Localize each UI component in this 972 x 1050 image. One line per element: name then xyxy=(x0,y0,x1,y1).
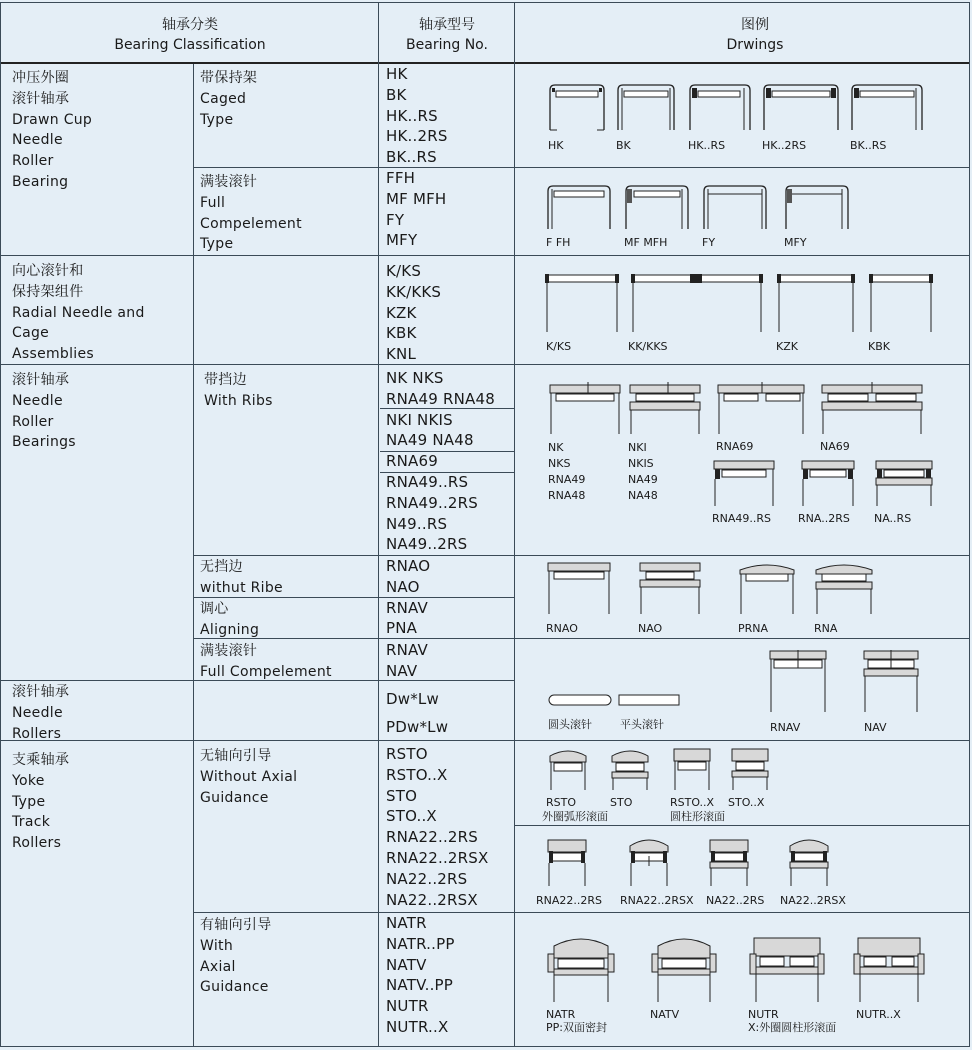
column-divider xyxy=(514,2,515,1046)
row-divider xyxy=(0,740,970,741)
drawing-label: NATV xyxy=(650,1008,680,1021)
bearing-drawing xyxy=(628,830,670,888)
class-line: Drawn Cup xyxy=(12,111,93,128)
class-line: Yoke xyxy=(12,772,45,789)
drawing-note: 外圈弧形滚面 xyxy=(542,810,608,823)
sub-line: Guidance xyxy=(200,789,269,806)
class-line: 冲压外圈 xyxy=(12,70,70,86)
bearing-drawing xyxy=(546,560,612,616)
bearing-number: KNL xyxy=(386,345,417,364)
bearing-number: RNA49..RS xyxy=(386,472,469,491)
drawing-label: STO..X xyxy=(728,796,765,809)
drawing-label: KBK xyxy=(868,340,890,353)
drawing-label: NKIS xyxy=(628,457,654,470)
bearing-drawing xyxy=(784,183,850,231)
drawing-label: NATR xyxy=(546,1008,576,1021)
bearing-number: Dw*Lw xyxy=(386,690,439,708)
bearing-number: BK xyxy=(386,85,407,104)
sub-line: Axial xyxy=(200,958,236,975)
bearing-drawing xyxy=(788,830,830,888)
class-radial-needle xyxy=(12,261,145,365)
bearing-number: PDw*Lw xyxy=(386,718,449,736)
bearing-drawing xyxy=(610,746,650,792)
drawing-label: HK..2RS xyxy=(762,139,807,152)
sub-line: Full Compelement xyxy=(200,663,332,680)
bearing-drawing xyxy=(874,458,934,508)
bearing-drawing xyxy=(546,830,588,888)
bearing-number: NA49..2RS xyxy=(386,535,468,554)
sub-line: 满装滚针 xyxy=(200,643,258,659)
bearing-drawing xyxy=(672,746,712,792)
drawing-label: RNA48 xyxy=(548,489,586,502)
bearing-number: NA49 NA48 xyxy=(386,431,474,450)
class-yoke-track-rollers xyxy=(12,750,69,854)
row-divider xyxy=(0,364,970,365)
bearing-drawing xyxy=(548,82,606,132)
drawing-label: NKI xyxy=(628,441,647,454)
drawing-label: NA22..2RS xyxy=(706,894,765,907)
bearing-drawing xyxy=(762,82,840,132)
bearing-drawing xyxy=(616,82,676,132)
class-needle-roller-bearings xyxy=(12,370,76,453)
bearing-drawing xyxy=(852,930,926,1004)
bearing-drawing xyxy=(850,82,924,132)
drawing-label: RNA49 xyxy=(548,473,586,486)
class-line: Assemblies xyxy=(12,346,94,363)
sub-line: 满装滚针 xyxy=(200,174,258,190)
bearing-drawing xyxy=(546,183,612,231)
bearing-number: N49..RS xyxy=(386,514,448,533)
drawing-label: RNA22..2RSX xyxy=(620,894,694,907)
class-line: Rollers xyxy=(12,725,62,742)
bearing-number: NATR..PP xyxy=(386,934,455,953)
drawing-label: RNA69 xyxy=(716,440,754,453)
header-drawings xyxy=(680,15,830,55)
drawing-label-group xyxy=(628,440,658,504)
bearing-drawing xyxy=(630,272,764,334)
drawing-label: RNA49..RS xyxy=(712,512,772,525)
table-border xyxy=(0,2,1,1046)
bearing-number: MF MFH xyxy=(386,189,447,208)
bearing-drawing xyxy=(708,830,750,888)
bearing-drawing xyxy=(548,746,588,792)
bearing-number: RNAO xyxy=(386,557,431,575)
drawing-label: NUTR xyxy=(748,1008,779,1021)
class-line: Roller xyxy=(12,153,54,170)
row-divider xyxy=(193,912,970,913)
row-divider xyxy=(193,167,970,168)
bearing-drawing xyxy=(730,746,770,792)
sub-line: 无轴向引导 xyxy=(200,748,272,764)
bearing-numbers xyxy=(386,64,448,168)
header-divider xyxy=(0,62,970,64)
bearing-number: KK/KKS xyxy=(386,282,442,301)
drawing-label: RNAV xyxy=(770,721,801,734)
class-line: Bearings xyxy=(12,434,76,451)
bearing-number: NAV xyxy=(386,661,418,680)
sub-line: Compelement xyxy=(200,215,302,232)
header-bearing-no xyxy=(380,15,514,55)
bearing-drawing xyxy=(628,382,702,436)
header-drawings-cn: 图例 xyxy=(741,17,769,33)
drawing-label: NA49 xyxy=(628,473,658,486)
bearing-number: HK..RS xyxy=(386,106,438,125)
sub-line: With Ribs xyxy=(204,392,273,409)
row-divider xyxy=(193,638,970,639)
sub-line: Type xyxy=(200,111,234,128)
drawing-label: PRNA xyxy=(738,622,769,635)
header-classification xyxy=(100,15,280,55)
bearing-number: KZK xyxy=(386,303,417,322)
drawing-label: BK xyxy=(616,139,631,152)
header-number-cn: 轴承型号 xyxy=(419,17,475,33)
class-line: Bearing xyxy=(12,173,69,190)
bearing-number: MFY xyxy=(386,231,418,250)
drawing-label: MF MFH xyxy=(624,236,668,249)
bearing-number: PNA xyxy=(386,619,418,638)
sub-line: Guidance xyxy=(200,979,269,996)
bearing-drawing xyxy=(702,183,768,231)
drawing-label: NA69 xyxy=(820,440,850,453)
drawing-label: HK xyxy=(548,139,564,152)
bearing-number: NATV xyxy=(386,955,427,974)
header-drawings-en: Drwings xyxy=(726,37,784,53)
sub-line: 调心 xyxy=(200,601,229,617)
drawing-label: RNA..2RS xyxy=(798,512,850,525)
sub-aligning xyxy=(200,599,259,641)
sub-with-axial-guidance xyxy=(200,915,272,998)
class-line: Radial Needle and xyxy=(12,304,145,321)
sub-line: 无挡边 xyxy=(200,559,243,575)
bearing-drawing xyxy=(748,930,826,1004)
class-line: Type xyxy=(12,793,46,810)
sub-full-complement-2 xyxy=(200,641,332,683)
row-divider xyxy=(193,555,970,556)
bearing-number: RNAV xyxy=(386,641,429,659)
bearing-numbers xyxy=(386,368,495,555)
drawing-label: STO xyxy=(610,796,633,809)
bearing-number: NATR xyxy=(386,914,427,932)
sub-caged xyxy=(200,68,257,130)
bearing-drawing xyxy=(800,458,856,508)
bearing-number: RNA49 RNA48 xyxy=(386,389,495,408)
drawing-label: NA..RS xyxy=(874,512,912,525)
bearing-number: HK xyxy=(386,65,408,83)
class-line: Needle xyxy=(12,704,63,721)
drawing-label: NUTR..X xyxy=(856,1008,901,1021)
class-line: Rollers xyxy=(12,835,62,852)
drawing-label: KK/KKS xyxy=(628,340,668,353)
bearing-drawing xyxy=(868,272,934,334)
drawing-label: 圆头滚针 xyxy=(548,718,592,731)
bearing-drawing xyxy=(862,648,920,714)
bearing-number: RNA49..2RS xyxy=(386,493,479,512)
drawing-label: HK..RS xyxy=(688,139,726,152)
drawing-label: 平头滚针 xyxy=(620,718,664,731)
drawing-label: RNAO xyxy=(546,622,578,635)
drawing-label: FY xyxy=(702,236,716,249)
column-divider xyxy=(378,2,379,1046)
bearing-numbers xyxy=(386,744,489,910)
sub-line: Without Axial xyxy=(200,768,298,785)
drawing-label: NA22..2RSX xyxy=(780,894,846,907)
class-line: 滚针轴承 xyxy=(12,90,70,107)
column-divider xyxy=(193,64,194,1046)
class-line: 滚针轴承 xyxy=(12,684,70,700)
bearing-drawing xyxy=(548,382,622,436)
bearing-number: RSTO xyxy=(386,745,428,763)
sub-line: Full xyxy=(200,194,226,211)
drawing-label: NA48 xyxy=(628,489,658,502)
bearing-drawing xyxy=(768,648,828,714)
drawing-label: NKS xyxy=(548,457,571,470)
bearing-numbers xyxy=(386,913,455,1038)
drawing-label: NK xyxy=(548,441,564,454)
sub-without-ribs xyxy=(200,557,283,599)
needle-roller-flat-end xyxy=(618,694,680,706)
bearing-drawing xyxy=(814,560,874,616)
bearing-number: HK..2RS xyxy=(386,127,448,146)
bearing-number: RNAV xyxy=(386,598,429,617)
bearing-drawing xyxy=(738,560,796,616)
class-line: Needle xyxy=(12,392,63,409)
class-line: 滚针轴承 xyxy=(12,372,70,388)
drawing-label: NAO xyxy=(638,622,663,635)
table-border xyxy=(0,1046,970,1047)
row-divider xyxy=(514,825,970,826)
bearing-drawing xyxy=(544,272,620,334)
bearing-number: NUTR..X xyxy=(386,1017,449,1036)
sub-line: With xyxy=(200,937,233,954)
sub-line: Type xyxy=(200,236,234,253)
drawing-note: PP:双面密封 xyxy=(546,1021,607,1034)
drawing-label: RNA22..2RS xyxy=(536,894,603,907)
bearing-drawing xyxy=(650,930,718,1004)
class-line: 保持架组件 xyxy=(12,283,84,300)
bearing-numbers xyxy=(386,685,448,741)
sub-full-complement xyxy=(200,172,302,255)
bearing-number: NK NKS xyxy=(386,369,444,387)
sub-with-ribs xyxy=(204,370,273,412)
bearing-drawing xyxy=(624,183,690,231)
row-divider xyxy=(0,255,970,256)
drawing-label: KZK xyxy=(776,340,798,353)
drawing-label: MFY xyxy=(784,236,807,249)
class-line: Needle xyxy=(12,132,63,149)
sub-line: 带挡边 xyxy=(204,372,247,388)
bearing-drawing xyxy=(712,458,776,508)
sub-line: withut Ribe xyxy=(200,579,283,596)
sub-without-axial-guidance xyxy=(200,746,297,808)
bearing-number: NATV..PP xyxy=(386,976,454,995)
bearing-number: KBK xyxy=(386,324,417,343)
bearing-drawing xyxy=(820,382,924,436)
bearing-drawing xyxy=(716,382,806,436)
table-border xyxy=(0,2,970,3)
bearing-number: NA22..2RSX xyxy=(386,890,478,909)
drawing-label: RSTO..X xyxy=(670,796,715,809)
drawing-label-group xyxy=(548,440,585,504)
bearing-number: FFH xyxy=(386,169,416,187)
class-line: 支乘轴承 xyxy=(12,752,70,768)
bearing-numbers xyxy=(386,168,446,251)
drawing-note: X:外圈圆柱形滚面 xyxy=(748,1021,837,1034)
sub-line: Caged xyxy=(200,90,247,107)
drawing-note: 圆柱形滚面 xyxy=(670,810,725,823)
bearing-number: RSTO..X xyxy=(386,765,448,784)
header-classification-cn: 轴承分类 xyxy=(162,17,218,33)
bearing-drawing xyxy=(638,560,702,616)
bearing-drawing xyxy=(546,930,616,1004)
class-line: Cage xyxy=(12,325,50,342)
bearing-number: RNA69 xyxy=(386,452,438,471)
drawing-label: RSTO xyxy=(546,796,577,809)
class-needle-rollers xyxy=(12,682,69,744)
class-line: Track xyxy=(12,814,51,831)
bearing-drawing xyxy=(688,82,752,132)
drawing-label: K/KS xyxy=(546,340,572,353)
bearing-number: RNA22..2RS xyxy=(386,828,479,847)
bearing-numbers xyxy=(386,640,428,682)
bearing-number: STO..X xyxy=(386,807,437,826)
header-classification-en: Bearing Classification xyxy=(114,37,266,53)
bearing-drawing xyxy=(776,272,856,334)
sub-line: 有轴向引导 xyxy=(200,917,272,933)
sub-line: Aligning xyxy=(200,621,260,638)
bearing-number: STO xyxy=(386,786,418,805)
bearing-number: NKI NKIS xyxy=(386,410,453,429)
class-line: Roller xyxy=(12,413,54,430)
drawing-label: RNA xyxy=(814,622,838,635)
drawing-label: NAV xyxy=(864,721,887,734)
bearing-number: K/KS xyxy=(386,262,422,280)
drawing-label: F FH xyxy=(546,236,571,249)
bearing-number: NUTR xyxy=(386,997,429,1016)
needle-roller-round-end xyxy=(548,694,612,706)
header-number-en: Bearing No. xyxy=(406,37,488,53)
class-line: 向心滚针和 xyxy=(12,263,84,279)
sub-line: 带保持架 xyxy=(200,70,258,86)
table-border xyxy=(969,2,970,1046)
bearing-number: NA22..2RS xyxy=(386,869,468,888)
drawing-label: BK..RS xyxy=(850,139,887,152)
bearing-number: FY xyxy=(386,210,405,229)
bearing-number: BK..RS xyxy=(386,148,437,167)
class-drawn-cup xyxy=(12,68,92,193)
bearing-numbers xyxy=(386,261,441,365)
bearing-number: NAO xyxy=(386,577,420,596)
bearing-numbers xyxy=(386,556,430,639)
bearing-number: RNA22..2RSX xyxy=(386,848,489,867)
